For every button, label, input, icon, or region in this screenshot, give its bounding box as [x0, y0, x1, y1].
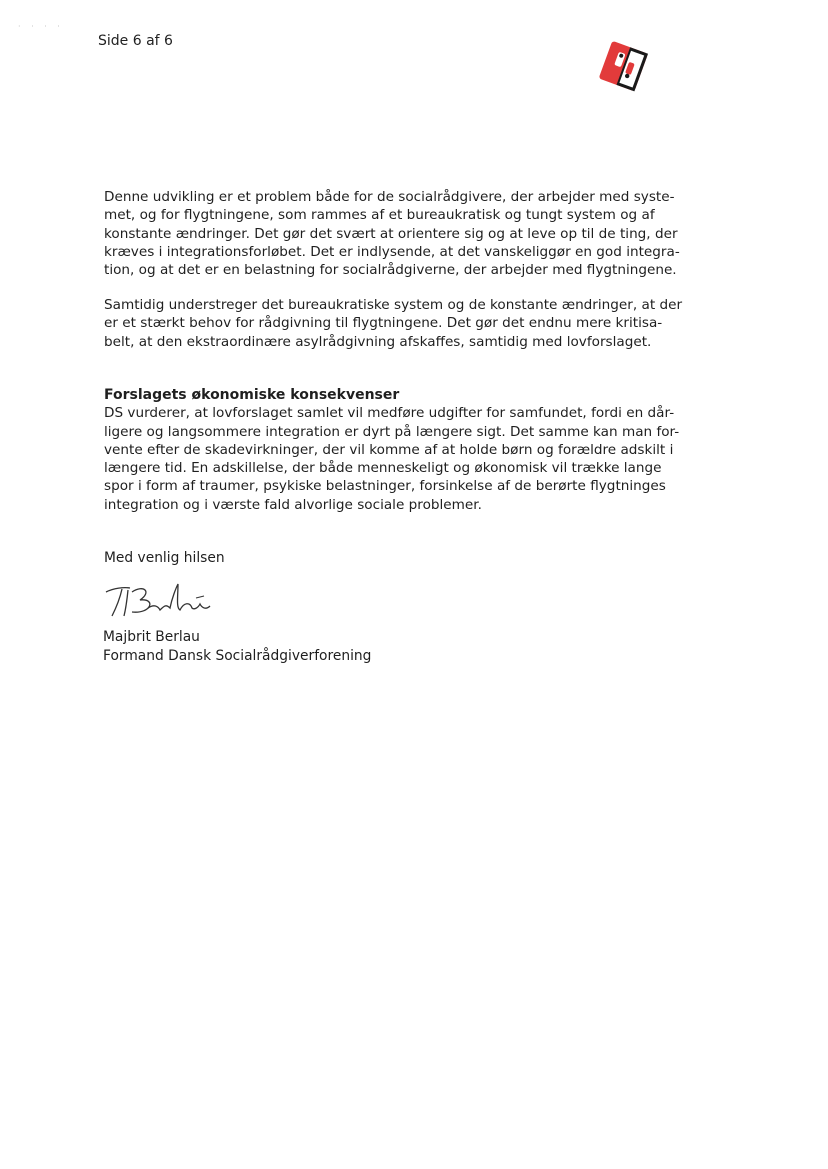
paragraph-2	[104, 296, 704, 351]
text-line: konstante ændringer. Det gør det svært at orientere sig og at leve op til de ting, der	[104, 225, 678, 242]
text-line: ligere og langsommere integration er dyrt på længere sigt. Det samme kan man for-	[104, 423, 680, 440]
signer-name: Majbrit Berlau	[103, 629, 200, 645]
text-line: er et stærkt behov for rådgivning til flygtningene. Det gør det endnu mere kritisa-	[104, 315, 663, 332]
page-number: Side 6 af 6	[98, 33, 173, 49]
signer-block	[103, 628, 371, 666]
text-line: Denne udvikling er et problem både for de socialrådgivere, der arbejder med syste-	[104, 189, 675, 205]
text-line: DS vurderer, at lovforslaget samlet vil medføre udgifter for samfundet, fordi en dår-	[104, 405, 675, 422]
paragraph-3	[104, 386, 704, 514]
scan-speck: · · · ·	[18, 22, 64, 31]
text-line: vente efter de skadevirkninger, der vil komme af at holde børn og forældre adskilt i	[104, 441, 674, 458]
text-line: belt, at den ekstraordinære asylrådgivning afskaffes, samtidig med lovforslaget.	[104, 333, 652, 350]
text-line: kræves i integrationsforløbet. Det er indlysende, at det vanskeliggør en god integra-	[104, 243, 680, 260]
text-line: Samtidig understreger det bureaukratiske system og de konstante ændringer, at der	[104, 297, 683, 313]
ds-logo-icon	[592, 36, 654, 98]
section-heading: Forslagets økonomiske konsekvenser	[104, 387, 400, 403]
text-line: spor i form af traumer, psykiske belastninger, forsinkelse af de berørte flygtninges	[104, 478, 666, 495]
handwritten-signature	[100, 578, 220, 624]
text-line: længere tid. En adskillelse, der både menneskeligt og økonomisk vil trække lange	[104, 460, 662, 477]
text-line: integration og i værste fald alvorlige sociale problemer.	[104, 496, 482, 513]
signer-title: Formand Dansk Socialrådgiverforening	[103, 648, 372, 664]
text-line: met, og for flygtningene, som rammes af et bureaukratisk og tungt system og af	[104, 207, 655, 224]
closing-greeting: Med venlig hilsen	[104, 550, 225, 566]
text-line: tion, og at det er en belastning for socialrådgiverne, der arbejder med flygtningene.	[104, 262, 677, 279]
paragraph-1	[104, 188, 704, 279]
